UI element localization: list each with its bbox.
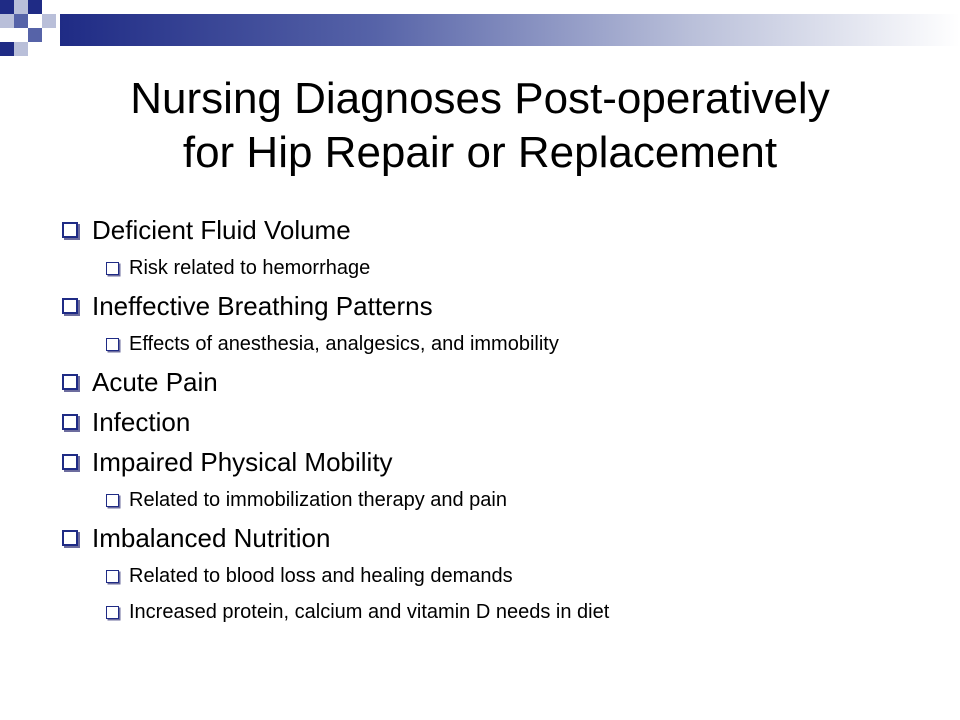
sub-bullet-item	[62, 326, 942, 362]
checkbox-square-icon	[62, 222, 78, 238]
bullet-text: Infection	[92, 406, 191, 437]
slide-title	[30, 72, 930, 180]
bullet-item	[62, 518, 942, 558]
bullet-text: Impaired Physical Mobility	[92, 446, 393, 477]
checkbox-square-icon	[106, 570, 119, 583]
deco-square	[28, 28, 42, 42]
deco-square	[14, 42, 28, 56]
checkbox-square-icon	[106, 606, 119, 619]
bullet-text: Effects of anesthesia, analgesics, and immobility	[129, 332, 559, 355]
deco-square	[28, 0, 42, 14]
bullet-text: Imbalanced Nutrition	[92, 522, 331, 553]
bullet-item	[62, 402, 942, 442]
bullet-text: Deficient Fluid Volume	[92, 214, 351, 245]
deco-square	[0, 14, 14, 28]
corner-decoration	[0, 0, 960, 60]
bullet-item	[62, 442, 942, 482]
sub-bullet-item	[62, 482, 942, 518]
checkbox-square-icon	[62, 298, 78, 314]
bullet-list	[62, 210, 942, 630]
sub-bullet-item	[62, 594, 942, 630]
bullet-item	[62, 286, 942, 326]
checkbox-square-icon	[106, 338, 119, 351]
bullet-text: Related to blood loss and healing demands	[129, 564, 513, 587]
bullet-text: Increased protein, calcium and vitamin D needs in diet	[129, 600, 610, 623]
deco-square	[42, 14, 56, 28]
bullet-item	[62, 210, 942, 250]
bullet-text: Related to immobilization therapy and pain	[129, 488, 507, 511]
checkbox-square-icon	[62, 414, 78, 430]
checkbox-square-icon	[62, 530, 78, 546]
title-line-2: for Hip Repair or Replacement	[182, 128, 778, 177]
sub-bullet-item	[62, 558, 942, 594]
checkbox-square-icon	[62, 454, 78, 470]
checkbox-square-icon	[62, 374, 78, 390]
bullet-text: Risk related to hemorrhage	[129, 256, 371, 279]
deco-square	[14, 0, 28, 14]
bullet-text: Ineffective Breathing Patterns	[92, 290, 433, 321]
deco-square	[14, 14, 28, 28]
deco-square	[0, 0, 14, 14]
top-gradient-bar	[60, 14, 960, 46]
checkbox-square-icon	[106, 494, 119, 507]
deco-square	[0, 42, 14, 56]
bullet-text: Acute Pain	[92, 366, 218, 397]
bullet-item	[62, 362, 942, 402]
sub-bullet-item	[62, 250, 942, 286]
checkbox-square-icon	[106, 262, 119, 275]
title-line-1: Nursing Diagnoses Post-operatively	[130, 74, 830, 123]
